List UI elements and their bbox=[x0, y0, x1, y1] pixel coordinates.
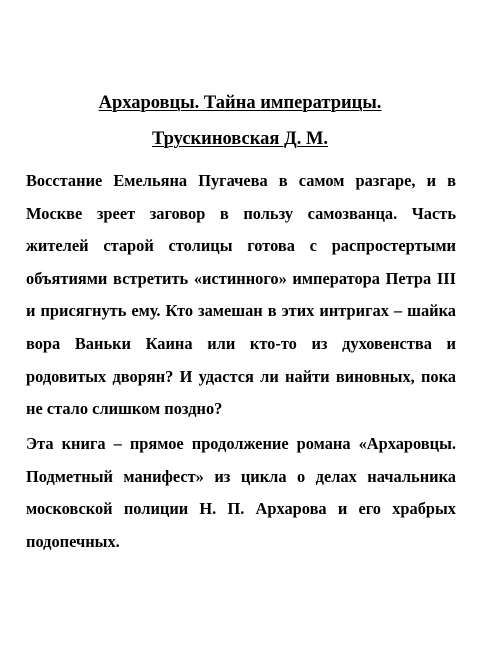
book-title: Архаровцы. Тайна императрицы. bbox=[98, 93, 382, 113]
book-author: Трускиновская Д. М. bbox=[151, 129, 329, 149]
annotation-paragraph-1: Восстание Емельяна Пугачева в самом разгаре, и в Москве зреет заговор в пользу самозванца. Часть жителей старой столицы готова с распростертыми объятиями встретить «истинного» императора Петра III и присягнуть ему. Кто замешан в этих интригах – шайка вора Ваньки Каина или кто-то из духовенства и родовитых дворян? И удастся ли найти виновных, пока не стало слишком поздно? bbox=[26, 171, 456, 419]
annotation-paragraph-2: Эта книга – прямое продолжение романа «Архаровцы. Подметный манифест» из цикла о делах начальника московской полиции Н. П. Архарова и его храбрых подопечных. bbox=[26, 434, 456, 551]
